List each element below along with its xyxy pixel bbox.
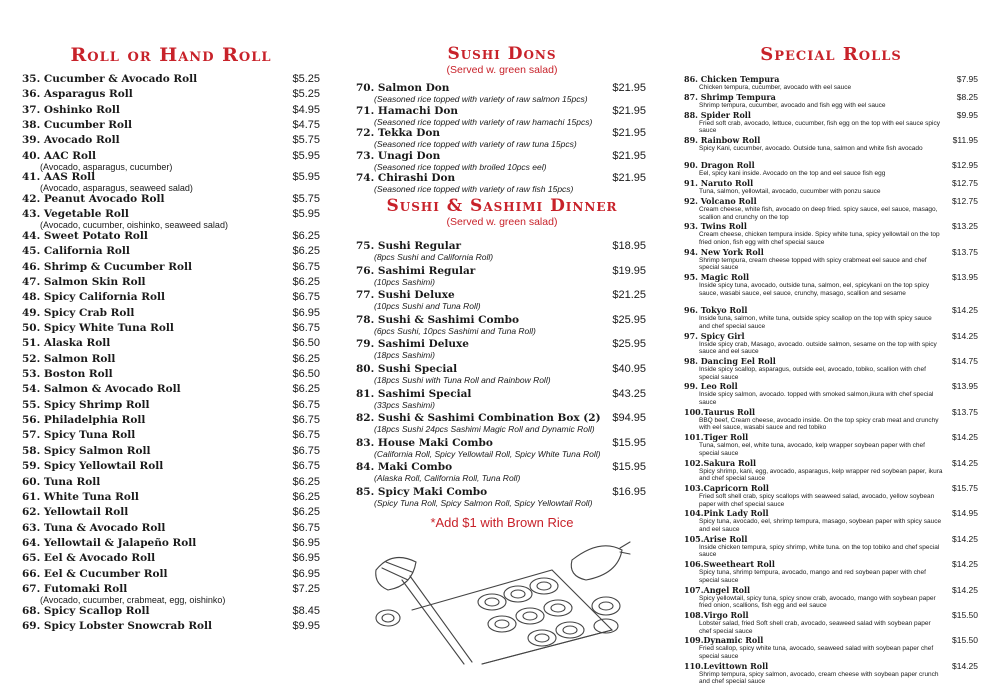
item-price: $8.45 [292, 604, 320, 617]
item-price: $6.25 [292, 490, 320, 503]
item-price: $12.75 [952, 196, 978, 206]
item-name: 47. Salmon Skin Roll [22, 275, 146, 288]
item-name: 55. Spicy Shrimp Roll [22, 398, 150, 411]
item-price: $5.25 [292, 88, 320, 101]
menu-item [22, 353, 320, 365]
item-price: $6.75 [292, 521, 320, 534]
item-name: 108.Virgo Roll [684, 610, 749, 620]
item-name: 96. Tokyo Roll [684, 305, 748, 316]
item-price: $21.95 [612, 104, 646, 117]
item-description: (10pcs Sashimi) [374, 276, 435, 287]
item-price: $19.95 [612, 264, 646, 277]
item-name: 92. Volcano Roll [684, 196, 757, 206]
menu-item [356, 363, 646, 385]
item-name: 106.Sweetheart Roll [684, 559, 775, 570]
item-price: $21.95 [612, 127, 646, 139]
item-name: 99. Leo Roll [684, 381, 738, 392]
item-price: $9.95 [292, 619, 320, 632]
item-name: 56. Philadelphia Roll [22, 414, 146, 427]
menu-item [22, 605, 320, 617]
item-name: 46. Shrimp & Cucumber Roll [22, 260, 192, 273]
menu-item [356, 240, 646, 262]
item-name: 37. Oshinko Roll [22, 103, 120, 116]
item-description: (Seasoned rice topped with variety of raw salmon 15pcs) [374, 94, 588, 104]
item-description: (18pcs Sashimi) [374, 350, 435, 361]
menu-item [684, 635, 978, 660]
item-name: 76. Sashimi Regular [356, 264, 476, 277]
item-price: $6.50 [292, 368, 320, 381]
item-description: Inside spicy tuna, avocado, outside tuna, salmon, eel, spicykani on the top spicy sauce, wasabi sauce, eel sauce, crunchy, masago, scallion and sesame [699, 282, 930, 297]
menu-item [22, 522, 320, 534]
menu-item [22, 506, 320, 518]
item-description: (8pcs Sushi and California Roll) [374, 252, 494, 262]
item-description: Inside chicken tempura, spicy shrimp, white tuna. on the top tobiko and chef special sauce [699, 543, 940, 559]
item-price: $6.95 [292, 567, 320, 580]
item-name: 45. California Roll [22, 245, 130, 258]
item-description: (Avocado, cucumber, crabmeat, egg, oishinko) [40, 594, 226, 605]
sushi-illustration-icon [372, 540, 632, 664]
item-price: $6.75 [292, 460, 320, 473]
item-description: (Avocado, cucumber, oishinko, seaweed salad) [40, 220, 228, 231]
item-price: $12.95 [952, 160, 978, 171]
item-price: $21.95 [612, 172, 646, 184]
item-name: 89. Rainbow Roll [684, 135, 761, 145]
menu-item [684, 356, 978, 381]
menu-item [356, 105, 646, 127]
menu-item [22, 552, 320, 564]
menu-item [684, 585, 978, 610]
menu-item [684, 135, 978, 153]
item-name: 77. Sushi Deluxe [356, 289, 455, 302]
menu-item [22, 261, 320, 273]
item-description: Fried soft crab, avocado, lettuce, cucumber, fish egg on the top with eel sauce spicy sauce [699, 119, 940, 135]
item-name: 75. Sushi Regular [356, 240, 462, 252]
menu-item [356, 150, 646, 172]
item-name: 70. Salmon Don [356, 82, 450, 94]
item-name: 105.Arise Roll [684, 533, 748, 544]
item-price: $7.95 [956, 74, 978, 84]
item-price: $14.25 [952, 432, 978, 443]
item-name: 72. Tekka Don [356, 127, 440, 139]
menu-item [22, 476, 320, 488]
item-price: $8.25 [956, 91, 978, 102]
menu-item [22, 73, 320, 85]
item-description: Inside spicy crab, Masago, avocado. outside salmon, sesame on the top with spicy sauce and eel sauce [699, 340, 937, 356]
item-name: 97. Spicy Girl [684, 330, 745, 341]
item-name: 50. Spicy White Tuna Roll [22, 322, 174, 334]
item-price: $13.25 [952, 221, 978, 232]
menu-item [684, 110, 978, 135]
item-description: Inside spicy salmon, avocado. topped with smoked salmon,ikura with chef special sauce [699, 391, 934, 406]
item-name: 90. Dragon Roll [684, 160, 755, 171]
item-name: 38. Cucumber Roll [22, 119, 132, 132]
menu-item [22, 322, 320, 334]
menu-item [22, 399, 320, 411]
menu-item [684, 559, 978, 584]
item-name: 43. Vegetable Roll [22, 208, 129, 221]
item-name: 39. Avocado Roll [22, 134, 120, 147]
menu-item [22, 208, 320, 230]
item-price: $6.95 [292, 552, 320, 565]
item-name: 74. Chirashi Don [356, 172, 456, 184]
item-price: $25.95 [612, 313, 646, 326]
menu-item [684, 610, 978, 635]
menu-item [684, 74, 978, 92]
menu-item [684, 92, 978, 110]
item-name: 51. Alaska Roll [22, 337, 111, 350]
item-price: $6.25 [292, 229, 320, 242]
item-name: 107.Angel Roll [684, 584, 751, 595]
item-name: 80. Sushi Special [356, 363, 458, 375]
item-price: $12.75 [952, 178, 978, 189]
menu-item [684, 221, 978, 246]
item-price: $15.95 [612, 461, 646, 474]
item-price: $25.95 [612, 338, 646, 351]
menu-item [22, 245, 320, 257]
dinner-section-subtitle: (Served w. green salad) [446, 216, 558, 228]
item-price: $13.95 [952, 272, 978, 283]
menu-item [684, 381, 978, 406]
item-description: (Seasoned rice topped with broiled 10pcs eel) [374, 161, 547, 172]
item-description: Shrimp tempura, spicy salmon, avocado, cream cheese with soybean paper crunch and chef special sauce [699, 670, 939, 686]
item-price: $21.95 [612, 149, 646, 162]
item-description: Cream cheese, chicken tempura inside. Spicy white tuna, spicy yellowtail on the top fried onion, fish egg with chef special sauce [699, 231, 940, 246]
brown-rice-note: *Add $1 with Brown Rice [430, 515, 574, 530]
item-price: $6.75 [292, 291, 320, 304]
item-name: 103.Capricorn Roll [684, 483, 769, 493]
item-description: (10pcs Sushi and Tuna Roll) [374, 301, 481, 312]
item-price: $14.75 [952, 356, 978, 366]
item-name: 58. Spicy Salmon Roll [22, 444, 151, 457]
item-price: $14.25 [952, 584, 978, 595]
item-price: $5.75 [292, 134, 320, 147]
menu-item [22, 104, 320, 116]
roll-section-title: Roll or Hand Roll [70, 44, 272, 66]
item-name: 86. Chicken Tempura [684, 74, 780, 84]
item-description: Chicken tempura, cucumber, avocado with eel sauce [699, 84, 852, 91]
menu-item [22, 537, 320, 549]
item-price: $5.95 [292, 171, 320, 184]
item-name: 88. Spider Roll [684, 109, 751, 120]
item-description: BBQ beef, Cream cheese, avocado inside. On the top spicy crab meat and crunchy with eel sauce, wasabi sauce and red tobiko [699, 416, 939, 432]
item-name: 69. Spicy Lobster Snowcrab Roll [22, 619, 213, 632]
item-price: $40.95 [612, 363, 646, 375]
item-price: $14.95 [952, 508, 978, 519]
item-price: $15.50 [952, 610, 978, 620]
item-price: $6.25 [292, 275, 320, 288]
item-price: $94.95 [612, 412, 646, 425]
item-name: 73. Unagi Don [356, 149, 441, 162]
menu-item [22, 414, 320, 426]
menu-item [356, 412, 646, 434]
menu-item [356, 127, 646, 149]
item-price: $15.95 [612, 436, 646, 449]
item-description: Spicy yellowtail, spicy tuna, spicy snow crab, avocado, mango with soybean paper fried onion, scallions, fish egg and eel sauce [699, 594, 936, 610]
item-price: $6.75 [292, 322, 320, 334]
dinner-section-title: Sushi & Sashimi Dinner [386, 196, 618, 216]
menu-item [684, 272, 978, 297]
item-price: $14.25 [952, 660, 978, 671]
item-price: $6.75 [292, 398, 320, 411]
item-price: $14.25 [952, 330, 978, 341]
menu-item [22, 568, 320, 580]
item-description: Lobster salad, fried Soft shell crab, avocado, seaweed salad with soybean paper chef special sauce [699, 620, 931, 635]
item-price: $6.25 [292, 475, 320, 488]
item-description: (18pcs Sushi 24pcs Sashimi Magic Roll and Dynamic Roll) [374, 424, 595, 435]
item-price: $6.75 [292, 444, 320, 457]
menu-item [356, 338, 646, 360]
item-name: 42. Peanut Avocado Roll [22, 192, 165, 205]
menu-item [22, 119, 320, 131]
menu-item [22, 88, 320, 100]
item-price: $6.95 [292, 536, 320, 549]
item-price: $6.25 [292, 245, 320, 258]
menu-item [356, 82, 646, 104]
menu-item [684, 196, 978, 221]
menu-item [356, 461, 646, 483]
item-description: Fried soft shell crab, spicy scallops with seaweed salad, avocado, yellow soybean paper with chef special sauce [699, 493, 935, 508]
item-price: $43.25 [612, 387, 646, 400]
item-name: 101.Tiger Roll [684, 432, 749, 443]
item-name: 48. Spicy California Roll [22, 291, 165, 304]
item-description: Tuna, salmon, yellowtail, avocado, cucumber with ponzu sauce [699, 188, 881, 196]
item-description: Spicy Kani, cucumber, avocado. Outside tuna, salmon and white fish avocado [699, 145, 923, 152]
item-price: $11.95 [952, 135, 978, 145]
item-price: $16.95 [612, 486, 646, 498]
item-description: Shrimp tempura, cream cheese topped with spicy crabmeat eel sauce and chef special sauce [699, 256, 927, 272]
item-description: Eel, spicy kani inside. Avocado on the top and eel sauce fish egg [699, 170, 886, 178]
item-name: 83. House Maki Combo [356, 436, 493, 449]
item-price: $13.95 [952, 381, 978, 392]
menu-item [22, 491, 320, 503]
item-price: $14.25 [952, 559, 978, 570]
dons-section-title: Sushi Dons [447, 44, 557, 64]
item-name: 100.Taurus Roll [684, 406, 756, 417]
item-name: 87. Shrimp Tempura [684, 91, 776, 102]
item-name: 71. Hamachi Don [356, 104, 458, 117]
menu-item [356, 172, 646, 194]
item-price: $5.75 [292, 192, 320, 205]
menu-item [22, 171, 320, 193]
item-description: (18pcs Sushi with Tuna Roll and Rainbow Roll) [374, 375, 551, 385]
item-description: Spicy tuna, shrimp tempura, avocado, mango and red soybean paper with chef special sauce [699, 569, 926, 584]
item-description: Inside spicy scallop, asparagus, outside eel, avocado, tobiko, scallion with chef special sauce [699, 366, 926, 381]
item-description: (6pcs Sushi, 10pcs Sashimi and Tuna Roll) [374, 325, 536, 336]
item-name: 109.Dynamic Roll [684, 635, 764, 646]
item-description: (Avocado, asparagus, cucumber) [40, 161, 173, 172]
menu-item [684, 508, 978, 533]
item-description: (33pcs Sashimi) [374, 399, 435, 410]
menu-item [684, 160, 978, 178]
item-name: 36. Asparagus Roll [22, 88, 133, 101]
item-name: 78. Sushi & Sashimi Combo [356, 313, 519, 326]
item-price: $6.75 [292, 414, 320, 427]
item-name: 82. Sushi & Sashimi Combination Box (2) [356, 412, 601, 425]
item-description: Cream cheese, white fish, avocado on deep fried. spicy sauce, eel sauce, masago, scallion and crunchy on the top [699, 206, 938, 221]
item-name: 52. Salmon Roll [22, 352, 116, 365]
item-name: 85. Spicy Maki Combo [356, 486, 488, 498]
item-description: (Seasoned rice topped with variety of raw hamachi 15pcs) [374, 116, 593, 127]
menu-item [22, 445, 320, 457]
item-price: $6.25 [292, 506, 320, 519]
menu-item [356, 437, 646, 459]
menu-item [22, 368, 320, 380]
item-price: $6.50 [292, 337, 320, 350]
dons-section-subtitle: (Served w. green salad) [446, 64, 558, 76]
menu-item [356, 388, 646, 410]
item-price: $21.95 [612, 82, 646, 94]
item-price: $15.50 [952, 635, 978, 646]
item-name: 102.Sakura Roll [684, 457, 757, 468]
menu-item [684, 483, 978, 508]
item-price: $14.25 [952, 533, 978, 544]
menu-item [684, 247, 978, 272]
menu-item [356, 289, 646, 311]
item-name: 54. Salmon & Avocado Roll [22, 383, 181, 396]
item-name: 91. Naruto Roll [684, 178, 754, 189]
menu-item [22, 150, 320, 172]
item-price: $4.75 [292, 119, 320, 132]
item-description: (California Roll, Spicy Yellowtail Roll, Spicy White Tuna Roll) [374, 448, 601, 459]
item-name: 84. Maki Combo [356, 461, 453, 474]
item-name: 65. Eel & Avocado Roll [22, 552, 156, 565]
menu-item [684, 458, 978, 483]
item-price: $6.25 [292, 383, 320, 396]
item-price: $6.75 [292, 260, 320, 273]
item-name: 49. Spicy Crab Roll [22, 306, 135, 319]
item-price: $15.75 [952, 483, 978, 493]
menu-item [684, 432, 978, 457]
menu-item [356, 314, 646, 336]
special-section-title: Special Rolls [760, 44, 902, 65]
item-name: 94. New York Roll [684, 246, 764, 257]
menu-item [22, 429, 320, 441]
item-name: 95. Magic Roll [684, 272, 750, 283]
item-name: 41. AAS Roll [22, 171, 96, 184]
menu-item [22, 276, 320, 288]
item-price: $13.75 [952, 406, 978, 417]
menu-item [684, 407, 978, 432]
item-description: (Alaska Roll, California Roll, Tuna Roll) [374, 473, 521, 484]
item-description: Shrimp tempura, cucumber, avocado and fish egg with eel sauce [699, 101, 886, 109]
menu-item [22, 134, 320, 146]
item-description: (Seasoned rice topped with variety of raw tuna 15pcs) [374, 139, 577, 149]
item-name: 57. Spicy Tuna Roll [22, 429, 136, 442]
item-name: 93. Twins Roll [684, 221, 747, 232]
item-name: 40. AAC Roll [22, 149, 96, 162]
menu-item [22, 583, 320, 605]
item-description: (Seasoned rice topped with variety of raw fish 15pcs) [374, 184, 574, 194]
item-name: 104.Pink Lady Roll [684, 508, 769, 519]
menu-item [22, 307, 320, 319]
item-price: $5.95 [292, 208, 320, 221]
item-description: Fried scallop, spicy white tuna, avocado, seaweed salad with soybean paper chef special sauce [699, 645, 934, 660]
item-name: 62. Yellowtail Roll [22, 506, 129, 519]
menu-item [22, 383, 320, 395]
item-price: $18.95 [612, 240, 646, 252]
item-description: Spicy shrimp, kani, egg, avocado, asparagus, kelp wrapper red soybean paper, ikura and chef special sauce [699, 467, 943, 483]
item-price: $9.95 [956, 109, 978, 120]
item-description: Inside tuna, salmon, white tuna, outside spicy scallop on the top with spicy sauce and chef special sauce [699, 315, 932, 330]
item-name: 59. Spicy Yellowtail Roll [22, 460, 164, 473]
menu-item [684, 178, 978, 196]
menu-item [22, 337, 320, 349]
item-price: $6.75 [292, 429, 320, 442]
menu-item [22, 460, 320, 472]
item-price: $6.95 [292, 306, 320, 319]
menu-item [684, 331, 978, 356]
item-price: $14.25 [952, 457, 978, 468]
menu-item [684, 534, 978, 559]
item-name: 64. Yellowtail & Jalapeño Roll [22, 536, 197, 549]
item-name: 61. White Tuna Roll [22, 490, 139, 503]
item-description: (Spicy Tuna Roll, Spicy Salmon Roll, Spicy Yellowtail Roll) [374, 498, 593, 508]
item-price: $5.25 [292, 73, 320, 85]
item-name: 60. Tuna Roll [22, 475, 101, 488]
item-price: $4.95 [292, 103, 320, 116]
item-name: 81. Sashimi Special [356, 387, 472, 400]
item-description: Spicy tuna, avocado, eel, shrimp tempura, masago, soybean paper with spicy sauce and eel sauce [699, 518, 942, 533]
menu-item [684, 661, 978, 686]
item-name: 67. Futomaki Roll [22, 582, 128, 595]
item-name: 35. Cucumber & Avocado Roll [22, 73, 198, 85]
item-name: 98. Dancing Eel Roll [684, 356, 776, 366]
item-description: (Avocado, asparagus, seaweed salad) [40, 183, 193, 194]
menu-item [22, 291, 320, 303]
item-description: Tuna, salmon, eel, white tuna, avocado, kelp wrapper soybean paper with chef special sauce [699, 442, 925, 457]
menu-item [22, 230, 320, 242]
menu-item [22, 620, 320, 632]
item-name: 44. Sweet Potato Roll [22, 229, 148, 242]
menu-item [22, 193, 320, 205]
item-price: $7.25 [292, 582, 320, 595]
item-name: 66. Eel & Cucumber Roll [22, 567, 168, 580]
item-name: 63. Tuna & Avocado Roll [22, 521, 166, 534]
item-price: $5.95 [292, 149, 320, 162]
menu-item [356, 486, 646, 508]
item-price: $13.75 [952, 246, 978, 257]
item-name: 53. Boston Roll [22, 368, 113, 381]
menu-item [684, 305, 978, 330]
menu-item [356, 265, 646, 287]
item-price: $14.25 [952, 305, 978, 316]
item-name: 110.Levittown Roll [684, 660, 769, 671]
item-name: 79. Sashimi Deluxe [356, 338, 469, 351]
item-name: 68. Spicy Scallop Roll [22, 604, 150, 617]
item-price: $6.25 [292, 352, 320, 365]
item-price: $21.25 [612, 289, 646, 302]
